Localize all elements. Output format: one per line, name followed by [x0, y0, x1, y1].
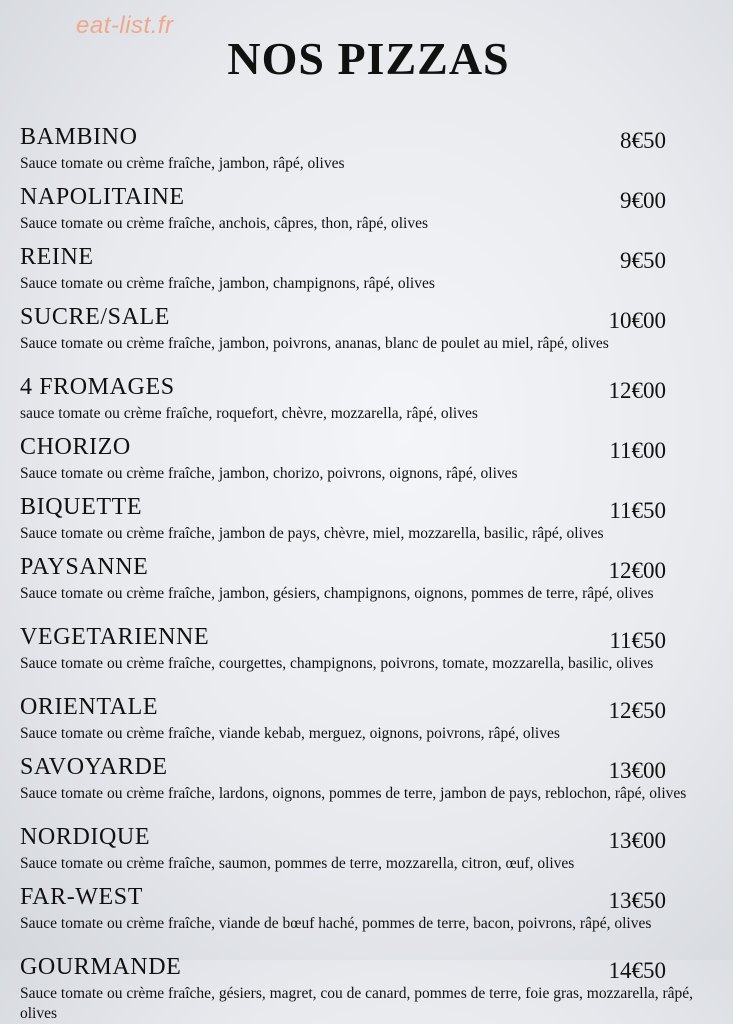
- pizza-description: sauce tomate ou crème fraîche, roquefort, chèvre, mozzarella, râpé, olives: [20, 405, 478, 422]
- menu-item: [20, 692, 710, 752]
- menu-item: [20, 182, 710, 242]
- pizza-price: 9€50: [620, 248, 666, 273]
- pizza-description: Sauce tomate ou crème fraîche, gésiers, magret, cou de canard, pommes de terre, foie gras, mozzarella, râpé, olives: [20, 985, 694, 1022]
- menu-item: [20, 622, 710, 692]
- pizza-price: 11€00: [609, 438, 666, 463]
- pizza-name: NAPOLITAINE: [20, 184, 185, 210]
- pizza-price: 8€50: [620, 128, 666, 153]
- pizza-price: 13€50: [608, 888, 666, 913]
- menu-item: [20, 122, 710, 182]
- pizza-description: Sauce tomate ou crème fraîche, jambon, gésiers, champignons, oignons, pommes de terre, râpé, olives: [20, 585, 654, 602]
- pizza-price: 11€50: [609, 498, 666, 523]
- pizza-price: 11€50: [609, 628, 666, 653]
- pizza-description: Sauce tomate ou crème fraîche, viande de bœuf haché, pommes de terre, bacon, poivrons, râpé, olives: [20, 915, 652, 932]
- pizza-name: BAMBINO: [20, 124, 138, 150]
- pizza-description: Sauce tomate ou crème fraîche, courgettes, champignons, poivrons, tomate, mozzarella, basilic, olives: [20, 655, 654, 672]
- page-title: NOS PIZZAS: [227, 33, 510, 84]
- pizza-description: Sauce tomate ou crème fraîche, anchois, câpres, thon, râpé, olives: [20, 215, 428, 232]
- pizza-description: Sauce tomate ou crème fraîche, jambon, poivrons, ananas, blanc de poulet au miel, râpé, olives: [20, 335, 609, 352]
- pizza-price: 12€00: [608, 558, 666, 583]
- menu-item: [20, 492, 710, 552]
- pizza-price: 9€00: [620, 188, 666, 213]
- pizza-price: 13€00: [608, 828, 666, 853]
- menu-item: [20, 822, 710, 882]
- pizza-price: 12€00: [608, 378, 666, 403]
- menu-item: [20, 432, 710, 492]
- pizza-name: REINE: [20, 244, 94, 270]
- pizza-description: Sauce tomate ou crème fraîche, lardons, oignons, pommes de terre, jambon de pays, reblochon, râpé, olives: [20, 785, 687, 802]
- pizza-name: NORDIQUE: [20, 824, 151, 850]
- pizza-description: Sauce tomate ou crème fraîche, jambon, champignons, râpé, olives: [20, 275, 435, 292]
- menu-item: [20, 372, 710, 432]
- pizza-price: 13€00: [608, 758, 666, 783]
- pizza-description: Sauce tomate ou crème fraîche, jambon, râpé, olives: [20, 155, 345, 172]
- pizza-name: PAYSANNE: [20, 554, 149, 580]
- pizza-description: Sauce tomate ou crème fraîche, saumon, pommes de terre, mozzarella, citron, œuf, olives: [20, 855, 575, 872]
- pizza-name: SAVOYARDE: [20, 754, 168, 780]
- menu-item: [20, 302, 710, 372]
- pizza-menu: [20, 122, 710, 1022]
- pizza-name: ORIENTALE: [20, 694, 159, 720]
- pizza-description: Sauce tomate ou crème fraîche, jambon, chorizo, poivrons, oignons, râpé, olives: [20, 465, 518, 482]
- pizza-name: SUCRE/SALE: [20, 304, 171, 330]
- pizza-price: 14€50: [608, 958, 666, 983]
- pizza-name: GOURMANDE: [20, 954, 182, 980]
- pizza-name: 4 FROMAGES: [20, 374, 175, 400]
- pizza-name: FAR-WEST: [20, 884, 144, 910]
- pizza-description: Sauce tomate ou crème fraîche, viande kebab, merguez, oignons, poivrons, râpé, olives: [20, 725, 560, 742]
- watermark: eat-list.fr: [76, 12, 174, 39]
- pizza-name: BIQUETTE: [20, 494, 143, 520]
- menu-item: [20, 882, 710, 952]
- pizza-description: Sauce tomate ou crème fraîche, jambon de pays, chèvre, miel, mozzarella, basilic, râpé, olives: [20, 525, 604, 542]
- menu-item: [20, 752, 710, 822]
- menu-item: [20, 952, 710, 1022]
- pizza-name: CHORIZO: [20, 434, 131, 460]
- menu-item: [20, 552, 710, 622]
- pizza-name: VEGETARIENNE: [20, 624, 210, 650]
- menu-item: [20, 242, 710, 302]
- pizza-price: 12€50: [608, 698, 666, 723]
- pizza-price: 10€00: [608, 308, 666, 333]
